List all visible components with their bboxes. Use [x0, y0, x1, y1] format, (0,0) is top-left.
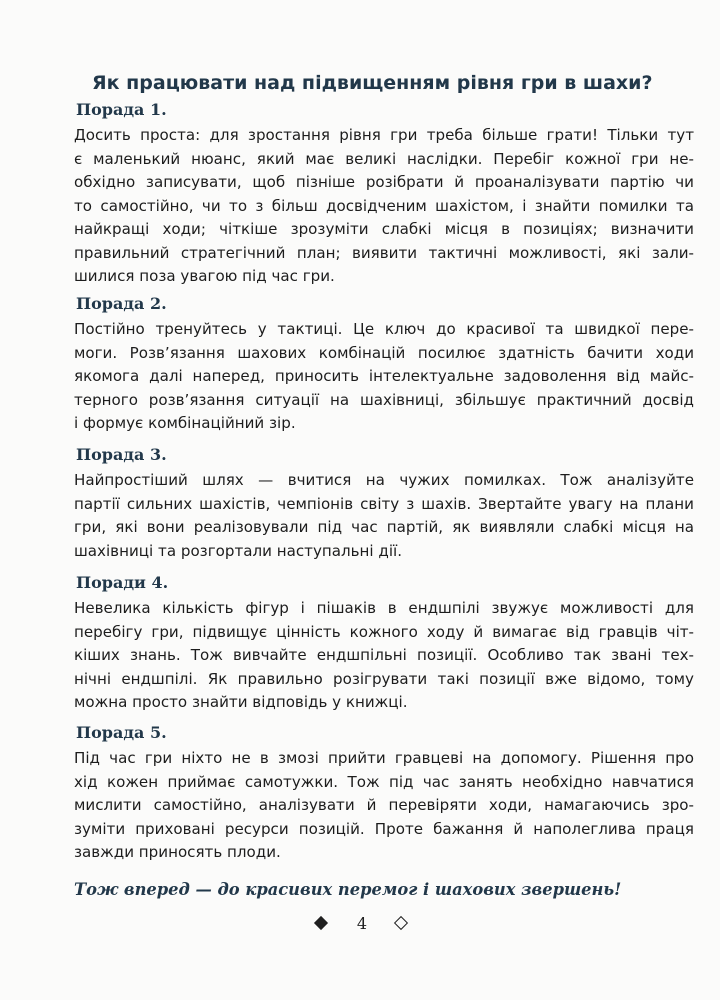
- text-line: шилися поза увагою під час гри.: [74, 267, 335, 285]
- tip-text: [74, 318, 694, 436]
- text-line: Досить проста: для зростання рівня гри треба більше грати! Тільки тут: [74, 126, 694, 144]
- text-line: партії сильних шахістів, чемпіонів світу з шахів. Звертайте увагу на плани: [74, 494, 694, 513]
- text-line: обхідно записувати, щоб пізніше розібрати й проаналізувати партію чи: [74, 173, 694, 191]
- text-line: є маленький нюанс, який має великі наслідки. Перебіг кожної гри не-: [74, 149, 694, 168]
- tip-text: [74, 124, 694, 289]
- text-line: завжди приносять плоди.: [74, 843, 281, 861]
- text-line: Невелика кількість фігур і пішаків в ендшпілі звужує можливості для: [74, 599, 694, 617]
- tip-heading: Порада 1.: [76, 100, 167, 119]
- text-line: Найпростіший шлях — вчитися на чужих помилках. Тож аналізуйте: [74, 471, 694, 489]
- tip-5: [74, 722, 694, 865]
- text-line: мислити самостійно, аналізувати й перевіряти ходи, намагаючись зро-: [74, 796, 694, 814]
- tip-4: [74, 572, 694, 715]
- text-line: моги. Розв’язання шахових комбінацій посилює здатність бачити ходи: [74, 343, 694, 362]
- tip-heading: Порада 5.: [76, 723, 167, 742]
- tip-heading: Поради 4.: [76, 573, 169, 592]
- text-line: хід кожен приймає самотужки. Тож під час занять необхідно навчатися: [74, 772, 694, 791]
- text-line: нічні ендшпілі. Як правильно розігрувати такі позиції вже відомо, тому: [74, 669, 694, 688]
- tip-heading: Порада 2.: [76, 294, 167, 313]
- text-line: то самостійно, чи то з більш досвідченим шахістом, і знайти помилки та: [74, 196, 694, 215]
- tip-text: [74, 469, 694, 563]
- filled-diamond-icon: [314, 916, 328, 930]
- text-line: зуміти приховані ресурси позицій. Проте бажання й наполеглива праця: [74, 819, 694, 838]
- text-line: перебігу гри, підвищує цінність кожного ходу й вимагає від гравців чіт-: [74, 622, 694, 641]
- tip-heading: Порада 3.: [76, 445, 167, 464]
- tip-text: [74, 597, 694, 715]
- text-line: кіших знань. Тож вивчайте ендшпільні позиції. Особливо так звані тех-: [74, 646, 694, 664]
- text-line: якомога далі наперед, приносить інтелектуальне задоволення від майс-: [74, 367, 694, 385]
- text-line: найкращі ходи; чіткіше зрозуміти слабкі місця в позиціях; визначити: [74, 220, 694, 238]
- closing-motto: Тож вперед — до красивих перемог і шахових звершень!: [74, 880, 622, 899]
- text-line: шахівниці та розгортали наступальні дії.: [74, 541, 403, 560]
- text-line: і формує комбінаційний зір.: [74, 414, 296, 432]
- page-number: 4: [356, 914, 368, 933]
- text-line: Під час гри ніхто не в змозі прийти гравцеві на допомогу. Рішення про: [74, 749, 694, 767]
- tip-text: [74, 747, 694, 865]
- text-line: можна просто знайти відповідь у книжці.: [74, 693, 408, 711]
- text-line: терного розв’язання ситуації на шахівниці, збільшує практичний досвід: [74, 390, 694, 409]
- page-title: Як працювати над підвищенням рівня гри в шахи?: [92, 72, 653, 94]
- text-line: гри, які вони реалізовували під час партій, як виявляли слабкі місця на: [74, 518, 694, 536]
- text-line: правильний стратегічний план; виявити тактичні можливості, які зали-: [74, 243, 694, 262]
- text-line: Постійно тренуйтесь у тактиці. Це ключ до красивої та швидкої пере-: [74, 320, 694, 338]
- hollow-diamond-icon: [394, 916, 408, 930]
- tip-3: [74, 444, 694, 563]
- page-footer: [310, 912, 410, 936]
- tip-1: [74, 99, 694, 289]
- tip-2: [74, 293, 694, 436]
